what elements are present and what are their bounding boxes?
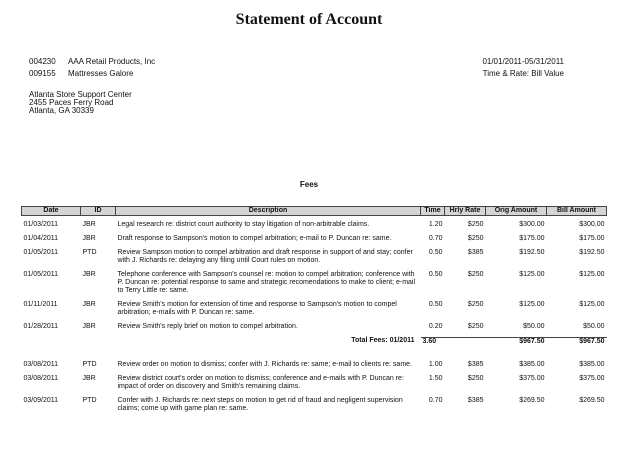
entry-rate: $385 <box>467 360 484 368</box>
entry-date: 03/08/2011 <box>23 360 59 368</box>
client-name: Mattresses Galore <box>68 69 134 78</box>
entry-rate: $385 <box>467 249 484 256</box>
entry-orig-amount: $192.50 <box>519 249 545 256</box>
column-header-description: Description <box>116 207 421 216</box>
address-line: 2455 Paces Ferry Road <box>29 98 114 107</box>
total-rate-spacer <box>445 337 486 361</box>
entry-orig-amount: $300.00 <box>519 221 545 228</box>
entry-date: 03/09/2011 <box>23 396 59 404</box>
table-row <box>22 216 607 236</box>
entry-bill-amount: $269.50 <box>579 396 605 404</box>
entry-id: JBR <box>82 301 96 308</box>
entry-time: 0.20 <box>428 323 443 330</box>
entry-orig-amount: $175.00 <box>519 235 545 242</box>
entry-rate: $250 <box>467 301 484 308</box>
fees-header-row <box>22 207 607 216</box>
entry-time: 0.50 <box>428 301 443 308</box>
entry-date: 01/05/2011 <box>23 271 59 278</box>
time-rate-basis: Time & Rate: Bill Value <box>482 69 564 78</box>
entry-description: Draft response to Sampson's motion to compel arbitration; e-mail to P. Duncan re: same. <box>117 235 392 242</box>
entry-bill-amount: $125.00 <box>579 301 605 308</box>
entry-date: 01/05/2011 <box>23 249 59 256</box>
table-row <box>22 249 607 271</box>
entry-orig-amount: $125.00 <box>519 271 545 278</box>
entry-time: 0.70 <box>428 396 443 404</box>
entry-description: Review Smith's motion for extension of time and response to Sampson's motion to compel arbitration; e-mails with P. Duncan re: same. <box>117 301 397 316</box>
entry-time: 1.00 <box>428 360 443 368</box>
entry-id: PTD <box>82 396 97 404</box>
total-bill-amount: $967.50 <box>547 337 607 361</box>
entry-time: 0.50 <box>428 271 443 278</box>
table-row <box>22 375 607 397</box>
entry-time: 0.50 <box>428 249 443 256</box>
entry-bill-amount: $50.00 <box>583 323 605 330</box>
total-time: 3.60 <box>421 337 445 361</box>
column-header-id: ID <box>81 207 116 216</box>
entry-date: 01/04/2011 <box>23 235 59 242</box>
entry-date: 01/03/2011 <box>23 221 59 228</box>
entry-time: 0.70 <box>428 235 443 242</box>
table-row <box>22 235 607 249</box>
entry-rate: $250 <box>467 271 484 278</box>
column-header-hourly-rate: Hrly Rate <box>445 207 486 216</box>
entry-bill-amount: $385.00 <box>579 360 605 368</box>
entry-bill-amount: $125.00 <box>579 271 605 278</box>
column-header-time: Time <box>421 207 445 216</box>
entry-description: Confer with J. Richards re: next steps on motion to get rid of fraud and negligent supervision claims; come up with game plan re: same. <box>117 396 403 412</box>
entry-description: Review Smith's reply brief on motion to compel arbitration. <box>117 323 298 330</box>
entry-description: Legal research re: district court authority to stay litigation of non-arbitrable claims. <box>117 221 370 228</box>
client-line <box>29 57 155 69</box>
entry-id: PTD <box>82 360 97 368</box>
table-row <box>22 271 607 301</box>
address-line: Atlanta, GA 30339 <box>29 106 94 115</box>
table-row <box>22 301 607 323</box>
table-row <box>22 323 607 337</box>
client-block <box>29 57 155 81</box>
entry-description: Telephone conference with Sampson's counsel re: motion to compel arbitration; conference with P. Duncan re: potential response to same and strategic recomendations to make to client; e-mail to Terry Little re: same. <box>117 271 416 294</box>
entry-time: 1.50 <box>428 374 443 382</box>
entry-rate: $250 <box>467 221 484 228</box>
address-line: Atlanta Store Support Center <box>29 90 132 99</box>
table-row <box>22 397 607 419</box>
period-block <box>482 57 564 81</box>
fees-section-title: Fees <box>299 180 319 189</box>
entry-orig-amount: $50.00 <box>523 323 545 330</box>
fees-table <box>21 206 607 419</box>
entry-bill-amount: $300.00 <box>579 221 605 228</box>
entry-id: JBR <box>82 374 96 382</box>
column-header-date: Date <box>22 207 81 216</box>
entry-orig-amount: $125.00 <box>519 301 545 308</box>
entry-id: JBR <box>82 221 96 228</box>
entry-description: Review district court's order on motion to dismiss; conference and e-mails with P. Duncan re: impact of order on discovery and Smith's remaining claims. <box>117 374 404 390</box>
entry-id: JBR <box>82 235 96 242</box>
entry-description: Review order on motion to dismiss; confer with J. Richards re: same; e-mail to clients re: same. <box>117 360 412 368</box>
entry-id: JBR <box>82 271 96 278</box>
client-line <box>29 69 155 81</box>
entry-orig-amount: $385.00 <box>519 360 545 368</box>
entry-date: 03/08/2011 <box>23 374 59 382</box>
entry-orig-amount: $269.50 <box>519 396 545 404</box>
client-code: 009155 <box>29 69 56 78</box>
entry-rate: $385 <box>467 396 484 404</box>
entry-bill-amount: $375.00 <box>579 374 605 382</box>
column-header-orig-amount: Orig Amount <box>486 207 547 216</box>
statement-period: 01/01/2011-05/31/2011 <box>482 57 564 66</box>
entry-time: 1.20 <box>428 221 443 228</box>
client-name: AAA Retail Products, Inc <box>68 57 156 66</box>
entry-id: JBR <box>82 323 96 330</box>
entry-rate: $250 <box>467 235 484 242</box>
total-orig-amount: $967.50 <box>486 337 547 361</box>
statement-title: Statement of Account <box>235 11 383 28</box>
entry-bill-amount: $192.50 <box>579 249 605 256</box>
entry-rate: $250 <box>467 374 484 382</box>
entry-bill-amount: $175.00 <box>579 235 605 242</box>
entry-date: 01/11/2011 <box>23 301 58 308</box>
total-row <box>22 337 607 361</box>
entry-id: PTD <box>82 249 97 256</box>
entry-rate: $250 <box>467 323 484 330</box>
table-row <box>22 361 607 375</box>
entry-description: Review Sampson motion to compel arbitration and draft response in support of and stay; confer with J. Richards re: delaying any filing until Court rules on motion. <box>117 249 413 264</box>
client-code: 004230 <box>29 57 56 66</box>
total-label: Total Fees: 01/2011 <box>351 337 415 344</box>
address-block <box>29 91 132 115</box>
entry-orig-amount: $375.00 <box>519 374 545 382</box>
column-header-bill-amount: Bill Amount <box>547 207 607 216</box>
entry-date: 01/28/2011 <box>23 323 59 330</box>
